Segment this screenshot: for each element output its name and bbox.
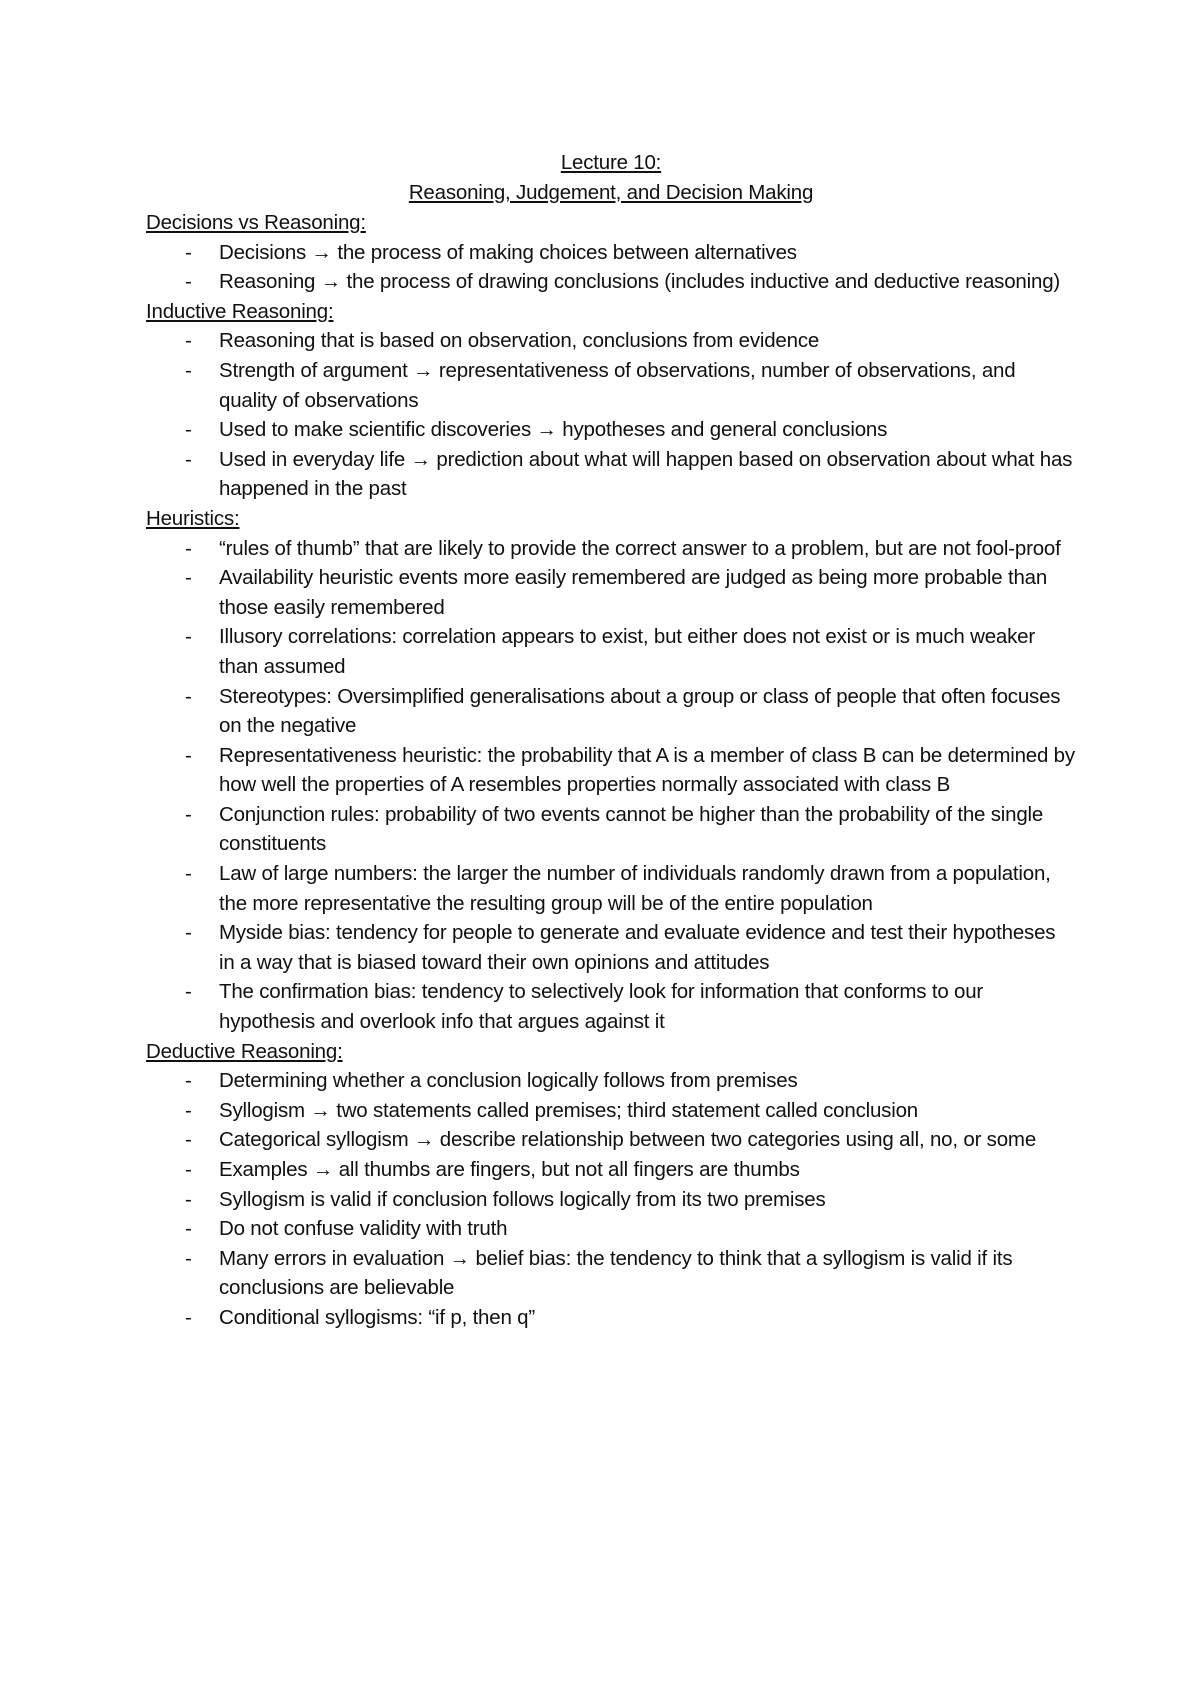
list-item <box>146 238 1076 268</box>
bullet-list <box>146 534 1076 1037</box>
dash-bullet-icon: - <box>185 1128 192 1152</box>
list-item <box>146 1125 1076 1155</box>
list-item <box>146 1244 1076 1303</box>
bullet-list <box>146 1066 1076 1332</box>
list-item <box>146 415 1076 445</box>
list-item <box>146 1303 1076 1333</box>
list-item <box>146 1066 1076 1096</box>
list-item-text: Examples → all thumbs are fingers, but not all fingers are thumbs <box>219 1158 800 1181</box>
dash-bullet-icon: - <box>185 1246 192 1270</box>
list-item <box>146 800 1076 859</box>
dash-bullet-icon: - <box>185 566 192 590</box>
list-item-text: Stereotypes: Oversimplified generalisations about a group or class of people that often focuses on the negative <box>219 684 1061 738</box>
bullet-list <box>146 238 1076 297</box>
list-item-text: Illusory correlations: correlation appears to exist, but either does not exist or is much weaker than assumed <box>219 625 1035 678</box>
dash-bullet-icon: - <box>185 1069 192 1093</box>
list-item <box>146 859 1076 918</box>
list-item <box>146 622 1076 681</box>
list-item-text: “rules of thumb” that are likely to provide the correct answer to a problem, but are not fool-proof <box>219 536 1061 560</box>
list-item-text: Used in everyday life → prediction about what will happen based on observation about what has happened in the past <box>219 447 1073 501</box>
list-item <box>146 326 1076 356</box>
list-item-text: Myside bias: tendency for people to generate and evaluate evidence and test their hypotheses in a way that is biased toward their own opinions and attitudes <box>219 921 1056 974</box>
section <box>146 208 1076 297</box>
section <box>146 504 1076 1037</box>
dash-bullet-icon: - <box>185 802 192 826</box>
list-item-text: Decisions → the process of making choices between alternatives <box>219 240 797 264</box>
list-item <box>146 741 1076 800</box>
dash-bullet-icon: - <box>185 1098 192 1122</box>
dash-bullet-icon: - <box>185 1305 192 1329</box>
section-heading: Heuristics: <box>146 506 240 530</box>
dash-bullet-icon: - <box>185 1217 192 1241</box>
bullet-list <box>146 326 1076 504</box>
list-item <box>146 534 1076 564</box>
list-item-text: Law of large numbers: the larger the number of individuals randomly drawn from a population, the more representative the resulting group will be of the entire population <box>219 862 1051 915</box>
dash-bullet-icon: - <box>185 1158 192 1181</box>
list-item <box>146 1155 1076 1185</box>
list-item-text: Syllogism → two statements called premises; third statement called conclusion <box>219 1098 918 1122</box>
dash-bullet-icon: - <box>185 1187 192 1211</box>
list-item-text: Availability heuristic events more easily remembered are judged as being more probable than those easily remembered <box>219 566 1048 619</box>
list-item-text: The confirmation bias: tendency to selectively look for information that conforms to our hypothesis and overlook info that argues against it <box>219 980 984 1034</box>
list-item-text: Conjunction rules: probability of two events cannot be higher than the probability of the single constituents <box>219 802 1044 856</box>
dash-bullet-icon: - <box>185 536 192 560</box>
dash-bullet-icon: - <box>185 358 192 382</box>
list-item-text: Representativeness heuristic: the probability that A is a member of class B can be determined by how well the properties of A resembles properties normally associated with class B <box>219 743 1075 797</box>
section-heading: Decisions vs Reasoning: <box>146 211 366 234</box>
list-item <box>146 682 1076 741</box>
list-item-text: Many errors in evaluation → belief bias: the tendency to think that a syllogism is valid if its conclusions are believable <box>219 1246 1013 1300</box>
sections-container <box>146 208 1076 1333</box>
list-item-text: Determining whether a conclusion logically follows from premises <box>219 1069 798 1093</box>
lecture-title: Reasoning, Judgement, and Decision Making <box>408 181 814 204</box>
dash-bullet-icon: - <box>185 240 192 264</box>
section <box>146 1037 1076 1333</box>
list-item <box>146 267 1076 297</box>
list-item <box>146 918 1076 977</box>
list-item <box>146 1096 1076 1126</box>
dash-bullet-icon: - <box>185 625 192 649</box>
dash-bullet-icon: - <box>185 980 192 1004</box>
section-heading: Deductive Reasoning: <box>146 1039 343 1063</box>
section-heading: Inductive Reasoning: <box>146 299 334 323</box>
dash-bullet-icon: - <box>185 447 192 471</box>
list-item <box>146 1214 1076 1244</box>
list-item <box>146 977 1076 1036</box>
dash-bullet-icon: - <box>185 270 192 294</box>
dash-bullet-icon: - <box>185 743 192 767</box>
list-item-text: Strength of argument → representativeness of observations, number of observations, and quality of observations <box>219 358 1016 412</box>
list-item <box>146 1185 1076 1215</box>
section <box>146 297 1076 504</box>
dash-bullet-icon: - <box>185 418 192 442</box>
dash-bullet-icon: - <box>185 329 192 353</box>
list-item-text: Reasoning that is based on observation, conclusions from evidence <box>219 329 820 353</box>
list-item-text: Used to make scientific discoveries → hypotheses and general conclusions <box>219 418 888 442</box>
list-item-text: Do not confuse validity with truth <box>219 1217 508 1241</box>
list-item <box>146 356 1076 415</box>
dash-bullet-icon: - <box>185 684 192 708</box>
list-item-text: Categorical syllogism → describe relationship between two categories using all, no, or some <box>219 1128 1037 1152</box>
list-item-text: Conditional syllogisms: “if p, then q” <box>219 1305 535 1329</box>
list-item <box>146 563 1076 622</box>
dash-bullet-icon: - <box>185 862 192 886</box>
dash-bullet-icon: - <box>185 921 192 945</box>
list-item <box>146 445 1076 504</box>
list-item-text: Syllogism is valid if conclusion follows logically from its two premises <box>219 1187 826 1211</box>
document-content <box>146 148 1076 1333</box>
lecture-number: Lecture 10: <box>560 151 662 174</box>
list-item-text: Reasoning → the process of drawing conclusions (includes inductive and deductive reasoning) <box>219 270 1061 294</box>
